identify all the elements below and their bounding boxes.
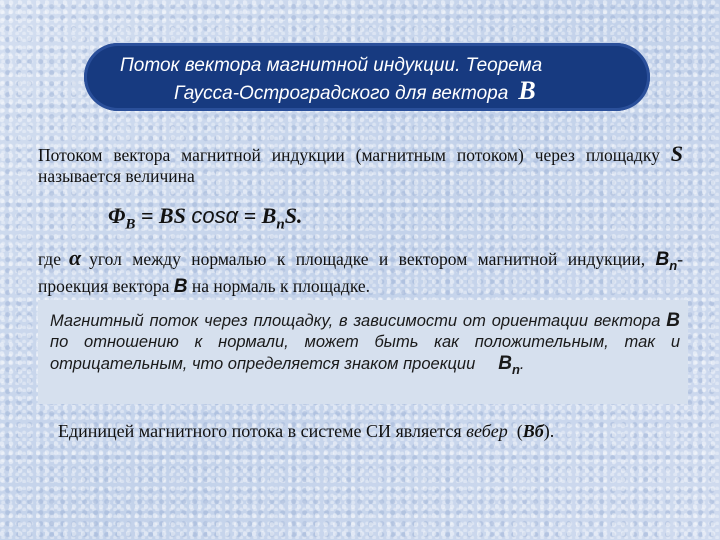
formula-phi-sub: B [125,216,136,233]
note-end: . [519,355,525,373]
unit-open: ( [516,421,523,441]
formula-tail: S. [284,203,303,228]
title-line-2-text: Гаусса-Остроградского для вектора [174,83,509,104]
flux-formula [108,203,302,233]
note-bn-letter: B [498,353,512,374]
formula-eq1: = BS [140,203,186,228]
bn-symbol [655,249,678,273]
title-vector-symbol: B [518,76,536,105]
alpha-symbol: α [68,245,82,270]
explanation-paragraph [38,247,683,297]
formula-phi: Φ [108,203,126,228]
definition-paragraph [38,143,683,187]
unit-weber: вебер [466,421,508,441]
b-symbol: B [173,275,188,297]
unit-abbr: Вб [522,421,544,441]
unit-close: ). [543,421,555,441]
bn-letter: B [655,249,670,270]
explanation-text-2: - проекция вектора [38,249,684,296]
note-bn-sub: n [511,361,520,377]
note-text-1: Магнитный поток через площадку, в зависимости от ориентации вектора [50,312,661,330]
explanation-text-3: на нормаль к площадке. [191,275,371,296]
note-b-symbol: B [666,310,680,331]
note-text [50,310,680,380]
title-banner [84,43,650,111]
formula-bn-sub: n [276,216,285,233]
definition-text-1: Потоком вектора магнитной индукции (магнитным потоком) через площадку [38,145,660,165]
area-symbol: S [670,141,683,166]
bn-sub: n [669,257,678,273]
unit-paragraph [58,421,554,442]
definition-text-2: называется величина [38,166,195,186]
note-box [38,300,688,404]
explanation-where: где [38,249,61,269]
note-text-2: по отношению к нормали, может быть как положительным, так и отрицательным, что определяется знаком проекции [50,333,680,373]
formula-eq2: = B [243,203,277,228]
formula-cos: cosα [191,203,239,228]
title-line-2 [120,78,620,106]
explanation-text-1: угол между нормалью к площадке и вектором магнитной индукции, [89,249,646,269]
unit-text: Единицей магнитного потока в системе СИ является [58,421,462,441]
title-line-1: Поток вектора магнитной индукции. Теорема [120,55,543,76]
note-bn-symbol [498,353,520,377]
page-title [120,53,620,106]
